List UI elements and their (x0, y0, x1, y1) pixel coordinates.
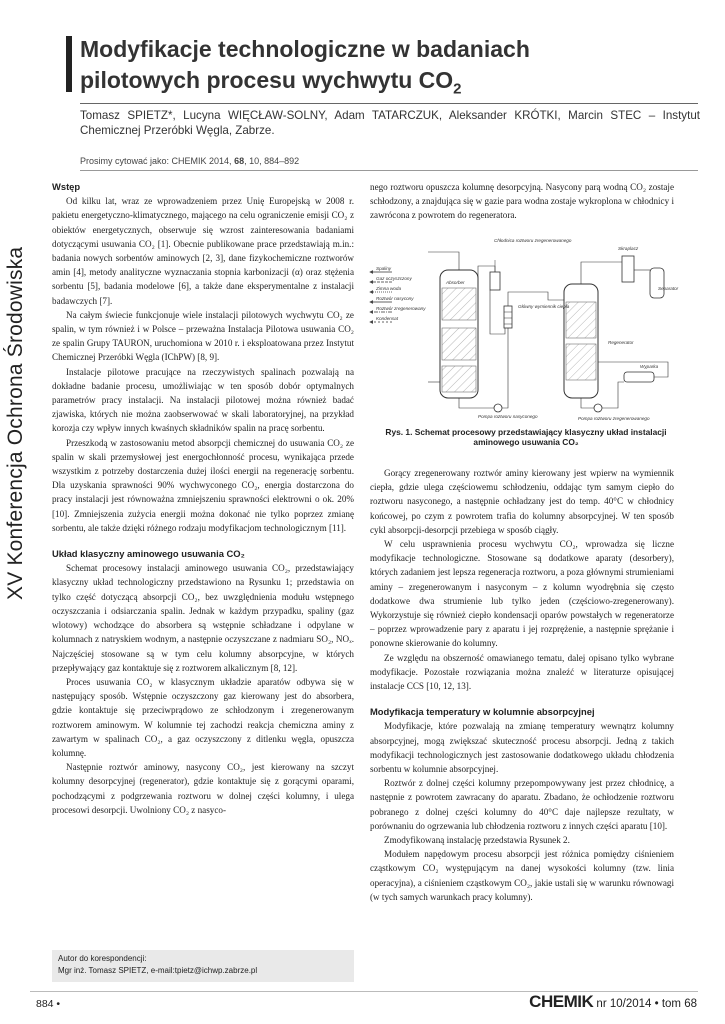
legend-zimna-woda: Zimna woda (376, 286, 402, 291)
correspondence-email: Mgr inż. Tomasz SPIETZ, e-mail:tpietz@ichwp.zabrze.pl (58, 966, 258, 975)
heat-exchanger (504, 304, 570, 328)
journal-footer (529, 992, 697, 1012)
regenerator-column (564, 284, 634, 398)
paragraph: Gorący zregenerowany roztwór aminy kierowany jest wpierw na wymiennik ciepła, gdzie ulega częściowemu schłodzeniu, oddając tym samym ciepło do roztworu nasyconego, a następnie ochładzany jest do temp. 40°C w chłodnicy końcowej, po czym z powrotem trafia do kolumny absorpcyjnej. W ten sposób cykl absorpcji-desorpcji przebiega w sposób ciągły. (370, 468, 674, 535)
paragraph: Modułem napędowym procesu absorpcji jest różnica pomiędzy ciśnieniem cząstkowym CO₂ występującym na danej wysokości kolumny (tzw. linia operacyjna), a ciśnieniem cząstkowym CO₂, jakie ustali się w warunku równowagi (w tych samych warunkach pracy kolumny). (370, 849, 674, 902)
pumps (478, 404, 650, 421)
correspondence-box (52, 950, 354, 982)
label-wymiennik: Główny wymiennik ciepła (518, 304, 570, 309)
heading-classic-system: Układ klasyczny aminowego usuwania CO₂ (52, 548, 245, 560)
left-column (52, 180, 354, 817)
title-divider (80, 103, 698, 104)
right-column-bottom (370, 466, 674, 904)
journal-brand: CHEMIK (529, 992, 594, 1011)
absorber-column (440, 270, 478, 398)
paragraph: Roztwór z dolnej części kolumny przepompowywany jest przez chłodnicę, a następnie z powrotem zawracany do aparatu. Zbadano, że ochłodzenie roztworu pobranego z dolnej części kolumny do 40°C daje najlepsze rezultaty, w porównaniu do ogrzewania lub chłodzenia roztworu z innych części aparatu [10]. (370, 778, 674, 831)
authors: Tomasz SPIETZ*, Lucyna WIĘCŁAW-SOLNY, Adam TATARCZUK, Aleksander KRÓTKI, Marcin STEC – Instytut Chemicznej Przeróbki Węgla, Zabrze. (80, 109, 700, 137)
paragraph: Zmodyfikowaną instalację przedstawia Rysunek 2. (384, 835, 570, 846)
heading-intro: Wstęp (52, 181, 81, 192)
figure-caption: Rys. 1. Schemat procesowy przedstawiający klasyczny układ instalacji aminowego usuwania CO₂ (385, 427, 667, 447)
legend (370, 266, 426, 322)
paragraph: Schemat procesowy instalacji aminowego usuwania CO₂, przedstawiający klasyczny układ technologiczny przedstawiono na Rysunku 1; przedstawia on tylko część dotyczącą absorpcji CO₂, bez uwzględnienia modułu wstępnego oczyszczania i odsiarczania spalin. Jednak w każdym przypadku, spaliny (gaz wlotowy) wchodzące do absorbera są wstępnie schładzane i odpylane w kolumnach z natryskiem wodnym, a następnie oczyszczane z nadmiaru SO₂, NOₓ. Najczęściej stosowane są w tym celu kolumny absorpcyjne, w których przepływający gaz kontaktuje się z roztworem alkalicznym [8, 12]. (52, 563, 354, 673)
condenser-separator (618, 246, 679, 298)
correspondence-label: Autor do korespondencji: (58, 954, 147, 963)
label-regenerator: Regenerator (608, 340, 634, 345)
heading-temperature: Modyfikacja temperatury w kolumnie absorpcyjnej (370, 706, 595, 718)
paragraph: Następnie roztwór aminowy, nasycony CO₂, jest kierowany na szczyt kolumny desorpcyjnej (regenerator), gdzie kontaktuje się z gorącymi oparami, pochodzącymi z podgrzewania roztworu w dolnej części kolumny, i ulega procesowi desorpcji. Uwolniony CO₂ z nasyco- (52, 762, 354, 815)
journal-issue: nr 10/2014 • tom 68 (593, 998, 697, 1010)
label-wyparka: Wyparka (640, 364, 659, 369)
legend-roztwor-zreg: Roztwór zregenerowany (376, 306, 426, 311)
paragraph: Od kilku lat, wraz ze wprowadzeniem przez Unię Europejską w 2008 r. pakietu energetyczno-klimatycznego, mającego na celu ograniczenie emisji CO₂ z obiektów energetycznych, obserwuje się wzrost zainteresowania badaniami dotyczącymi usuwania CO₂ [1]. Obecnie publikowane prace przedstawiają m.in.: badania nowych sorbentów aminowych [2, 3], dane fizykochemiczne roztworów amin [4], metody analityczne wyznaczania stopnia karbonizacji (α) oraz stężenia sorbentu [5], badania modelowe [6], a także dane eksperymentalne z instalacji badawczych [7]. (52, 196, 354, 306)
paragraph: Instalacje pilotowe pracujące na rzeczywistych spalinach pozwalają na dokładne badanie procesu, umożliwiając w ten sposób dobór optymalnych parametrów pracy instalacji. Na instalacji pilotowej można również badać zjawiska, których nie można zaobserwować w skali laboratoryjnej, na przykład korozja czy wpływ innych kwaśnych składników spalin na pracę sorbentu. (52, 366, 354, 434)
paragraph: Przeszkodą w zastosowaniu metod absorpcji chemicznej do usuwania CO₂ ze spalin w skali przemysłowej jest energochłonność procesu, wynikająca przede wszystkim z potrzeby dostarczenia dużej ilości energii na regenerację sorbentu. Dla uzyskania sprawności 90% wychwyconego CO₂, energia dostarczona do pracy instalacji jest równoważna zmniejszeniu sprawności elektrowni o ok. 20% [10]. Zmniejszenia zużycia energii można dokonać nie tylko poprzez zmianę sorbentu, ale także dzięki różnego rodzaju modyfikacjom technologicznym [11]. (52, 437, 354, 533)
title-line-1: Modyfikacje technologiczne w badaniach (80, 36, 530, 62)
process-flow-diagram (368, 232, 684, 422)
paragraph: Na całym świecie funkcjonuje wiele instalacji pilotowych wychwytu CO₂ ze spalin, w tym również i w Polsce – przeważna Instalacja Pilotowa usuwania CO₂ ze spalin Grupy TAURON, uruchomiona w 2010 r. i eksploatowana przez Instytut Chemicznej Przeróbki Węgla (IChPW) [8, 9]. (52, 309, 354, 363)
label-pompa-nasycony: Pompa roztworu nasyconego (478, 414, 538, 419)
right-column-top (370, 180, 674, 223)
label-separator: Separator (658, 286, 679, 291)
conference-side-title: XV Konferencja Ochrona Środowiska (4, 246, 27, 600)
paragraph: nego roztworu opuszcza kolumnę desorpcyjną. Nasycony parą wodną CO₂ zostaje schłodzony, a znajdująca się w gazie para wodna zostaje wykroplona w chłodnicy i zawrócona z powrotem do regeneratora. (370, 182, 674, 221)
citation: Prosimy cytować jako: CHEMIK 2014, 68, 10, 884–892 (80, 156, 300, 166)
paragraph: W celu usprawnienia procesu wychwytu CO₂, wprowadza się liczne modyfikacje technologiczne. Stosowane są dodatkowe aparaty (desorbery), których zadaniem jest lepsza regeneracja roztworu, a poza głównymi strumieniami aminy – zregenerowanym i nasyconym – z kolumn wyodrębnia się często dodatkowe dwa strumienie lub tylko jeden (częściowo-zregenerowany). Wykorzystuje się również ciepło kondensacji oparów powstałych w regeneratorze – poprzez wprowadzenie pary z aparatu i jej rozprężenie, a następnie sprężanie i ponowne skierowanie do kolumny. (370, 539, 674, 649)
label-absorber: Absorber (446, 280, 465, 285)
reboiler (624, 364, 659, 382)
citation-divider (80, 170, 698, 171)
paragraph: Modyfikacje, które pozwalają na zmianę temperatury wewnątrz kolumny absorpcyjnej, mogą zwiększać skuteczność procesu absorpcji. Jedną z takich modyfikacji technologicznych jest zastosowanie dodatkowego układu chłodzenia sorbentu w kolumnie absorpcyjnej. (370, 721, 674, 775)
solvent-cooler (490, 238, 572, 290)
label-pompa-zreg: Pompa roztworu zregenerowanego (578, 416, 650, 421)
title-line-2: pilotowych procesu wychwytu $CO_2$ (80, 67, 462, 98)
paragraph: Ze względu na obszerność omawianego tematu, dalej opisano tylko wybrane modyfikacje. Pozostałe rozwiązania można znaleźć w literaturze opisującej instalacje CCS [10, 12, 13]. (370, 652, 674, 692)
page-number: 884 • (36, 998, 61, 1010)
legend-gaz: Gaz oczyszczony (376, 276, 412, 281)
paragraph: Proces usuwania CO₂ w klasycznym układzie aparatów odbywa się w następujący sposób. Wstępnie oczyszczony gaz kierowany jest do absorbera, gdzie kontaktuje się przeciwprądowo ze schłodzonym i zregenerowanym roztworem aminowym. W kolumnie tej zachodzi reakcja chemiczna aminy z zawartym w spalinach CO₂, a gaz oczyszczony z ditlenku węgla, opuszcza kolumnę. (52, 676, 354, 758)
label-skraplacz: Skraplacz (618, 246, 639, 251)
article-title (80, 34, 640, 105)
legend-roztwor-nasycony: Roztwór nasycony (376, 296, 414, 301)
legend-kondensat: Kondensat (376, 316, 398, 321)
label-chlodnica: Chłodnica roztworu zregenerowanego (494, 238, 572, 243)
legend-spaliny: Spaliny (376, 266, 392, 271)
title-accent-bar (66, 36, 72, 92)
